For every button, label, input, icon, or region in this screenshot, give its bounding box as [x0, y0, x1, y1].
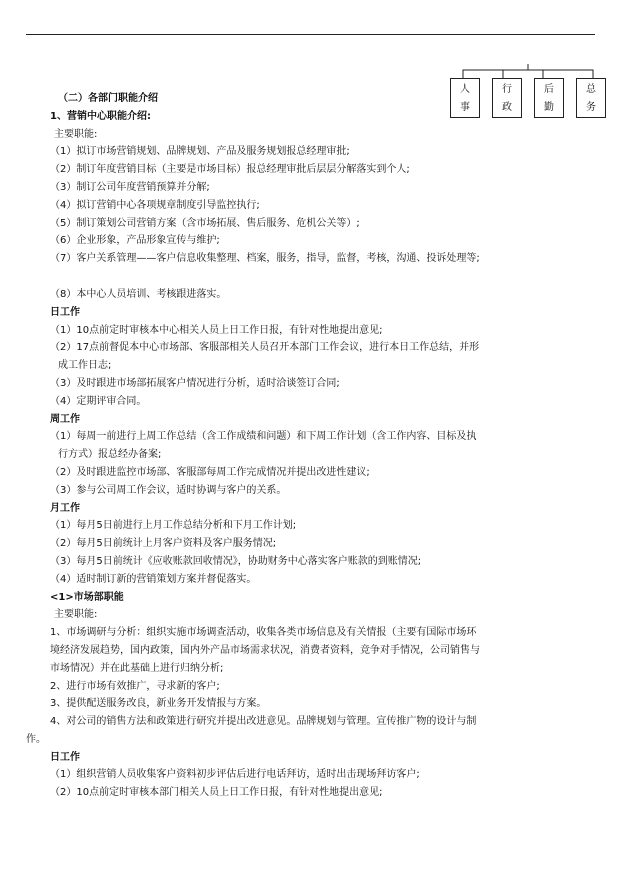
monthly-item-2: （2）每月5日前统计上月客户资料及客户服务情况;: [50, 538, 277, 550]
weekly-item-3: （3）参与公司周工作会议，适时协调与客户的关系。: [50, 484, 287, 496]
main-duties-label: 主要职能:: [54, 128, 98, 140]
org-box-logistics: 后 勤: [534, 78, 564, 118]
market-daily-label: 日工作: [50, 751, 80, 763]
daily-item-2: （2）17点前督促本中心市场部、客服部相关人员召开本部门工作会议，进行本日工作总结，并形: [50, 342, 480, 354]
monthly-item-3: （3）每月5日前统计《应收账款回收情况》，协助财务中心落实客户账款的到账情况;: [50, 555, 422, 567]
monthly-item-4: （4）适时制订新的营销策划方案并督促落实。: [50, 573, 257, 585]
market-main-label: 主要职能:: [54, 609, 98, 621]
market-duty-1-cont-b: 市场情况）并在此基础上进行归纳分析;: [50, 662, 224, 674]
main-duty-2: （2）制订年度营销目标（主要是市场目标）报总经理审批后层层分解落实到个人;: [50, 164, 410, 176]
market-dept-title: <1>市场部职能: [50, 591, 124, 603]
weekly-label: 周工作: [50, 413, 80, 425]
daily-item-2-cont: 成工作日志;: [58, 360, 112, 372]
org-box-admin: 行 政: [492, 78, 522, 118]
market-duty-4-cont: 作。: [26, 733, 46, 745]
daily-item-3: （3）及时跟进市场部拓展客户情况进行分析，适时洽谈签订合同;: [50, 377, 340, 389]
daily-item-4: （4）定期评审合同。: [50, 395, 147, 407]
monthly-item-1: （1）每月5日前进行上月工作总结分析和下月工作计划;: [50, 520, 297, 532]
market-duty-3: 3、提供配送服务改良，新业务开发情报与方案。: [50, 698, 267, 710]
main-duty-7: （7）客户关系管理——客户信息收集整理、档案，服务，指导，监督，考核，沟通、投诉处理等;: [50, 253, 480, 265]
market-duty-1: 1、市场调研与分析：组织实施市场调查活动，收集各类市场信息及有关情报（主要有国际市场环: [50, 627, 477, 639]
market-daily-item-2: （2）10点前定时审核本部门相关人员上日工作日报，有针对性地提出意见;: [50, 787, 383, 799]
weekly-item-1-cont: 行方式）报总经办备案;: [58, 449, 162, 461]
market-daily-item-1: （1）组织营销人员收集客户资料初步评估后进行电话拜访，适时出击现场拜访客户;: [50, 769, 420, 781]
market-duty-2: 2、进行市场有效推广，寻求新的客户;: [50, 680, 220, 692]
main-duty-8: （8）本中心人员培训、考核跟进落实。: [50, 288, 227, 300]
main-duty-3: （3）制订公司年度营销预算并分解;: [50, 181, 210, 193]
market-duty-1-cont-a: 境经济发展趋势，国内政策，国内外产品市场需求状况，消费者资料，竞争对手情况，公司销售与: [50, 644, 480, 656]
header-rule: [26, 34, 595, 35]
main-duty-1: （1）拟订市场营销规划、品牌规划、产品及服务规划报总经理审批;: [50, 146, 350, 158]
monthly-label: 月工作: [50, 502, 80, 514]
weekly-item-1: （1）每周一前进行上周工作总结（含工作成绩和问题）和下周工作计划（含工作内容、目标及执: [50, 431, 477, 443]
marketing-title: 1、营销中心职能介绍:: [50, 110, 151, 122]
main-duty-5: （5）制订策划公司营销方案（含市场拓展、售后服务、危机公关等）;: [50, 217, 360, 229]
market-duty-4: 4、对公司的销售方法和政策进行研究并提出改进意见。品牌规划与管理。宣传推广物的设计与制: [50, 716, 477, 728]
main-duty-4: （4）拟订营销中心各项规章制度引导监控执行;: [50, 199, 260, 211]
weekly-item-2: （2）及时跟进监控市场部、客服部每周工作完成情况并提出改进性建议;: [50, 466, 370, 478]
main-duty-6: （6）企业形象，产品形象宣传与维护;: [50, 235, 220, 247]
document-body: [26, 90, 595, 802]
org-box-general: 总 务: [576, 78, 606, 118]
org-box-hr: 人 事: [450, 78, 480, 118]
daily-label: 日工作: [50, 306, 80, 318]
daily-item-1: （1）10点前定时审核本中心相关人员上日工作日报，有针对性地提出意见;: [50, 324, 383, 336]
section-title: （二）各部门职能介绍: [58, 93, 158, 104]
